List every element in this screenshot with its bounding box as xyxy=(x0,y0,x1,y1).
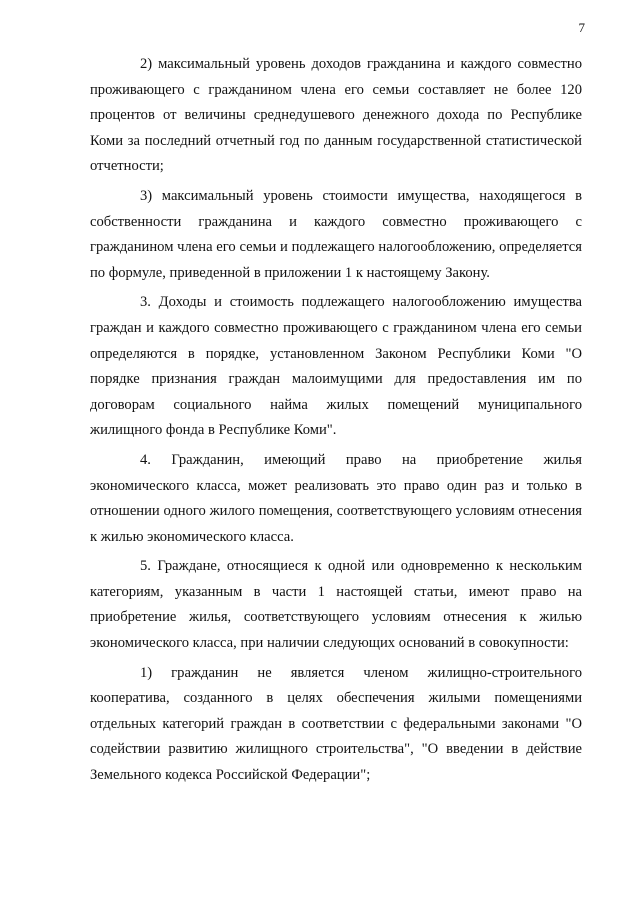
paragraph-part-4: 4. Гражданин, имеющий право на приобретение жилья экономического класса, может реализовать это право один раз и только в отношении одного жилого помещения, соответствующего условиям отнесения к жилью экономического класса. xyxy=(90,451,582,545)
paragraph-part-3: 3. Доходы и стоимость подлежащего налогообложению имущества граждан и каждого совместно проживающего с гражданином члена его семьи определяются в порядке, установленном Законом Республики Коми "О порядке признания граждан малоимущими для предоставления им по договорам социального найма жилых помещений муниципального жилищного фонда в Республике Коми". xyxy=(90,294,582,439)
document-body xyxy=(90,52,582,793)
paragraph-item-3: 3) максимальный уровень стоимости имущества, находящегося в собственности гражданина и каждого совместно проживающего с гражданином члена его семьи и подлежащего налогообложению, определяется по формуле, приведенной в приложении 1 к настоящему Закону. xyxy=(90,187,582,281)
paragraph-part-5: 5. Граждане, относящиеся к одной или одновременно к нескольким категориям, указанным в части 1 настоящей статьи, имеют право на приобретение жилья, соответствующего условиям отнесения к жилью экономического класса, при наличии следующих оснований в совокупности: xyxy=(90,558,582,652)
paragraph-item-2: 2) максимальный уровень доходов гражданина и каждого совместно проживающего с гражданином члена его семьи составляет не более 120 процентов от величины среднедушевого денежного дохода по Республике Коми за последний отчетный год по данным государственной статистической отчетности; xyxy=(90,56,582,175)
paragraph-part-5-item-1: 1) гражданин не является членом жилищно-строительного кооператива, созданного в целях обеспечения жилыми помещениями отдельных категорий граждан в соответствии с федеральными законами "О содействии развитию жилищного строительства", "О введении в действие Земельного кодекса Российской Федерации"; xyxy=(90,664,582,784)
page-number: 7 xyxy=(578,20,585,35)
